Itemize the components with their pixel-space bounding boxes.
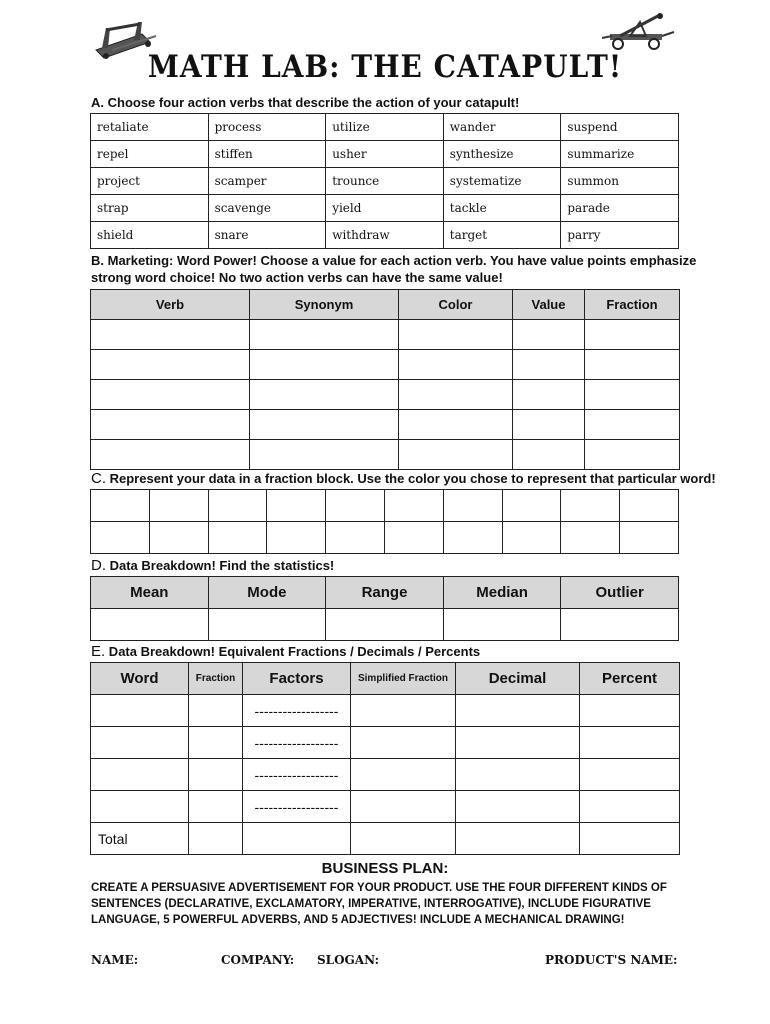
col-word: Word: [91, 663, 189, 695]
blank-cell[interactable]: [399, 440, 513, 470]
verb-option[interactable]: withdraw: [326, 222, 444, 249]
col-simplified-fraction: Simplified Fraction: [351, 663, 456, 695]
verb-option[interactable]: scamper: [208, 168, 326, 195]
blank-cell[interactable]: [250, 410, 399, 440]
fraction-block-cell[interactable]: [502, 490, 561, 522]
section-b-label-line2: strong word choice! No two action verbs can have the same value!: [91, 270, 503, 285]
factors-dash-line[interactable]: ------------------: [243, 695, 351, 727]
verb-option[interactable]: repel: [91, 141, 209, 168]
verb-option[interactable]: snare: [208, 222, 326, 249]
fraction-block-cell[interactable]: [91, 522, 150, 554]
section-e-label: E. Data Breakdown! Equivalent Fractions / Decimals / Percents: [91, 643, 481, 660]
table-row: [91, 759, 680, 791]
blank-cell[interactable]: [513, 380, 585, 410]
blank-cell[interactable]: [91, 320, 250, 350]
fraction-block-cell[interactable]: [443, 490, 502, 522]
section-c-label: C. Represent your data in a fraction block. Use the color you chose to represent that particular word!: [91, 470, 716, 487]
verb-option[interactable]: strap: [91, 195, 209, 222]
col-decimal: Decimal: [456, 663, 580, 695]
blank-cell[interactable]: [399, 350, 513, 380]
verb-option[interactable]: trounce: [326, 168, 444, 195]
col-median: Median: [443, 577, 561, 609]
blank-cell[interactable]: [580, 727, 680, 759]
name-label: NAME:: [91, 953, 139, 967]
business-plan-title: BUSINESS PLAN:: [321, 860, 449, 877]
blank-cell[interactable]: [250, 440, 399, 470]
blank-cell[interactable]: [250, 350, 399, 380]
verb-option[interactable]: yield: [326, 195, 444, 222]
fraction-block-cell[interactable]: [620, 490, 679, 522]
fraction-block-cell[interactable]: [326, 522, 385, 554]
blank-cell[interactable]: [189, 759, 243, 791]
blank-cell[interactable]: [456, 759, 580, 791]
factors-dash-line[interactable]: ------------------: [243, 727, 351, 759]
catapult-cart-illustration: [600, 12, 680, 52]
fraction-block-cell[interactable]: [208, 490, 267, 522]
equivalent-fractions-table: [90, 662, 680, 855]
fraction-block-cell[interactable]: [443, 522, 502, 554]
fraction-block-cell[interactable]: [91, 490, 150, 522]
col-synonym: Synonym: [250, 290, 399, 320]
blank-cell[interactable]: [580, 695, 680, 727]
statistics-table: [90, 576, 679, 641]
col-mode: Mode: [208, 577, 326, 609]
factors-dash-line[interactable]: ------------------: [243, 759, 351, 791]
blank-cell[interactable]: [456, 695, 580, 727]
blank-cell[interactable]: [513, 350, 585, 380]
verb-option[interactable]: parry: [561, 222, 679, 249]
blank-cell[interactable]: [250, 320, 399, 350]
table-row: [91, 410, 680, 440]
fraction-block-cell[interactable]: [384, 522, 443, 554]
verb-option[interactable]: systematize: [443, 168, 561, 195]
company-label: COMPANY:: [221, 953, 295, 967]
col-range: Range: [326, 577, 444, 609]
blank-cell[interactable]: [585, 440, 680, 470]
fraction-block-cell[interactable]: [267, 522, 326, 554]
blank-cell[interactable]: [91, 759, 189, 791]
verb-option[interactable]: tackle: [443, 195, 561, 222]
input-mean[interactable]: [91, 609, 209, 641]
blank-cell[interactable]: [580, 823, 680, 855]
blank-cell[interactable]: [91, 791, 189, 823]
fraction-block-cell[interactable]: [149, 490, 208, 522]
blank-cell[interactable]: [91, 440, 250, 470]
fraction-block-cell[interactable]: [620, 522, 679, 554]
blank-cell[interactable]: [91, 350, 250, 380]
blank-cell[interactable]: [91, 410, 250, 440]
blank-cell[interactable]: [456, 823, 580, 855]
verb-option[interactable]: suspend: [561, 114, 679, 141]
verb-option[interactable]: utilize: [326, 114, 444, 141]
blank-cell[interactable]: [585, 380, 680, 410]
blank-cell[interactable]: [513, 320, 585, 350]
table-row: [91, 380, 680, 410]
blank-cell[interactable]: [189, 823, 243, 855]
verb-option[interactable]: process: [208, 114, 326, 141]
verb-option[interactable]: usher: [326, 141, 444, 168]
verb-option[interactable]: wander: [443, 114, 561, 141]
col-outlier: Outlier: [561, 577, 679, 609]
blank-cell[interactable]: [399, 320, 513, 350]
blank-cell[interactable]: [585, 320, 680, 350]
verb-option[interactable]: synthesize: [443, 141, 561, 168]
input-median[interactable]: [443, 609, 561, 641]
verb-option[interactable]: shield: [91, 222, 209, 249]
fraction-block-cell[interactable]: [208, 522, 267, 554]
word-power-table: [90, 289, 680, 470]
table-row: [91, 350, 680, 380]
col-verb: Verb: [91, 290, 250, 320]
table-row: [91, 440, 680, 470]
blank-cell[interactable]: [513, 440, 585, 470]
slogan-label: SLOGAN:: [317, 953, 380, 967]
section-b-label-line1: B. Marketing: Word Power! Choose a value for each action verb. You have value points emphasize: [91, 253, 697, 268]
input-mode[interactable]: [208, 609, 326, 641]
col-fraction: Fraction: [585, 290, 680, 320]
blank-cell[interactable]: [189, 791, 243, 823]
verb-option[interactable]: stiffen: [208, 141, 326, 168]
blank-cell[interactable]: [351, 695, 456, 727]
blank-cell[interactable]: [243, 823, 351, 855]
blank-cell[interactable]: [399, 380, 513, 410]
verb-choice-table: [90, 113, 679, 249]
section-a-label: A. Choose four action verbs that describe the action of your catapult!: [91, 95, 520, 110]
blank-cell[interactable]: [513, 410, 585, 440]
blank-cell[interactable]: [351, 759, 456, 791]
blank-cell[interactable]: [399, 410, 513, 440]
blank-cell[interactable]: [580, 759, 680, 791]
fraction-block-cell[interactable]: [326, 490, 385, 522]
fraction-block-cell[interactable]: [502, 522, 561, 554]
blank-cell[interactable]: [580, 791, 680, 823]
verb-option[interactable]: retaliate: [91, 114, 209, 141]
input-range[interactable]: [326, 609, 444, 641]
input-outlier[interactable]: [561, 609, 679, 641]
verb-option[interactable]: parade: [561, 195, 679, 222]
table-row: [91, 727, 680, 759]
table-row: [91, 791, 680, 823]
blank-cell[interactable]: [91, 695, 189, 727]
col-factors: Factors: [243, 663, 351, 695]
col-color: Color: [399, 290, 513, 320]
table-row: [91, 320, 680, 350]
blank-cell[interactable]: [91, 727, 189, 759]
blank-cell[interactable]: [189, 727, 243, 759]
blank-cell[interactable]: [351, 823, 456, 855]
col-mean: Mean: [91, 577, 209, 609]
total-label: Total: [91, 823, 189, 855]
blank-cell[interactable]: [585, 350, 680, 380]
blank-cell[interactable]: [351, 791, 456, 823]
fraction-block-cell[interactable]: [149, 522, 208, 554]
blank-cell[interactable]: [189, 695, 243, 727]
business-plan-instructions: CREATE A PERSUASIVE ADVERTISEMENT FOR YOUR PRODUCT. USE THE FOUR DIFFERENT KINDS OF SENTENCES (DECLARATIVE, EXCLAMATORY, IMPERATIVE, INTERROGATIVE), INCLUDE FIGURATIVE LANGUAGE, 5 POWERFUL ADVERBS, AND 5 ADJECTIVES! INCLUDE A MECHANICAL DRAWING!: [91, 882, 667, 926]
col-fraction: Fraction: [189, 663, 243, 695]
blank-cell[interactable]: [456, 791, 580, 823]
fraction-block-cell[interactable]: [561, 522, 620, 554]
verb-option[interactable]: project: [91, 168, 209, 195]
page-title: MATH LAB: THE CATAPULT!: [147, 48, 623, 85]
fraction-block-cell[interactable]: [267, 490, 326, 522]
product-name-label: PRODUCT'S NAME:: [545, 953, 678, 967]
blank-cell[interactable]: [250, 380, 399, 410]
blank-cell[interactable]: [91, 380, 250, 410]
verb-option[interactable]: scavenge: [208, 195, 326, 222]
blank-cell[interactable]: [585, 410, 680, 440]
section-d-label: D. Data Breakdown! Find the statistics!: [91, 557, 335, 574]
verb-option[interactable]: target: [443, 222, 561, 249]
table-row: [91, 823, 680, 855]
verb-option[interactable]: summon: [561, 168, 679, 195]
fraction-block-table: [90, 489, 679, 554]
fraction-block-cell[interactable]: [561, 490, 620, 522]
factors-dash-line[interactable]: ------------------: [243, 791, 351, 823]
blank-cell[interactable]: [351, 727, 456, 759]
col-percent: Percent: [580, 663, 680, 695]
col-value: Value: [513, 290, 585, 320]
table-row: [91, 695, 680, 727]
blank-cell[interactable]: [456, 727, 580, 759]
fraction-block-cell[interactable]: [384, 490, 443, 522]
verb-option[interactable]: summarize: [561, 141, 679, 168]
